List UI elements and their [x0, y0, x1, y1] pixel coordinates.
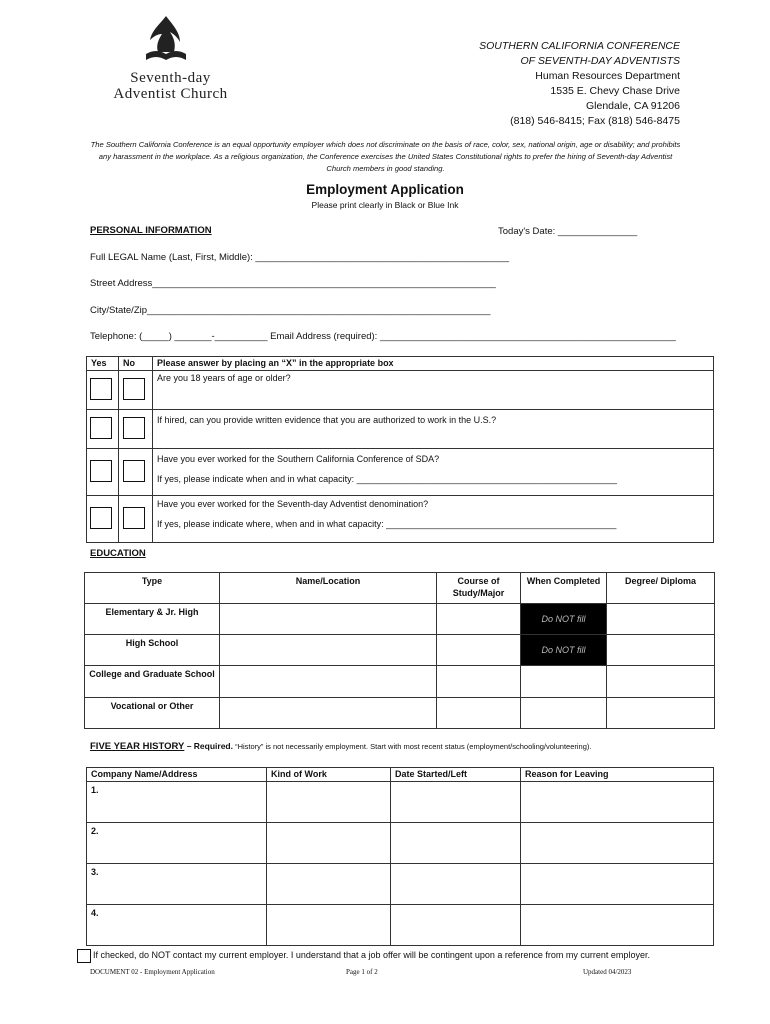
hist-row-number[interactable]: 1.	[87, 782, 267, 823]
footer-doc: DOCUMENT 02 - Employment Application	[90, 968, 215, 976]
flame-bible-icon	[140, 14, 192, 66]
edu-cell[interactable]	[607, 666, 715, 698]
edu-cell[interactable]	[607, 635, 715, 666]
q4-no-checkbox[interactable]	[123, 507, 145, 529]
conference-address	[479, 39, 680, 129]
phone-fax: (818) 546-8415; Fax (818) 546-8475	[510, 115, 680, 127]
street-address: 1535 E. Chevy Chase Drive	[550, 85, 680, 97]
footer-updated: Updated 04/2023	[583, 968, 632, 976]
education-table	[84, 572, 715, 729]
q4-followup-field[interactable]: If yes, please indicate where, when and in what capacity: ______________________________________________	[157, 519, 617, 529]
q4-text: Have you ever worked for the Seventh-day Adventist denomination?	[157, 499, 429, 509]
org-name-2: OF SEVENTH-DAY ADVENTISTS	[520, 55, 680, 67]
history-heading-line	[90, 741, 591, 752]
hist-row-number[interactable]: 2.	[87, 823, 267, 864]
q3-no-checkbox[interactable]	[123, 460, 145, 482]
edu-col-degree: Degree/ Diploma	[607, 573, 715, 604]
edu-cell[interactable]	[220, 666, 437, 698]
history-heading: FIVE YEAR HISTORY	[90, 741, 185, 752]
edu-cell[interactable]	[607, 698, 715, 729]
questions-header: Please answer by placing an “X” in the appropriate box	[153, 357, 714, 371]
edu-col-completed: When Completed	[521, 573, 607, 604]
education-heading: EDUCATION	[90, 548, 146, 559]
church-logo	[98, 14, 243, 104]
edu-cell[interactable]	[521, 666, 607, 698]
personal-info-heading: PERSONAL INFORMATION	[90, 225, 212, 236]
hist-cell[interactable]	[267, 905, 391, 946]
q2-no-checkbox[interactable]	[123, 417, 145, 439]
logo-line2: Adventist Church	[113, 86, 228, 102]
edu-row-college: College and Graduate School	[85, 666, 220, 698]
city-state-zip-field[interactable]: City/State/Zip_________________________________________________________________	[90, 305, 491, 316]
history-note: “History” is not necessarily employment. Start with most recent status (employment/schooling/volunteering).	[232, 742, 592, 751]
do-not-fill-cell: Do NOT fill	[521, 635, 607, 666]
hist-cell[interactable]	[391, 905, 521, 946]
hist-col-reason: Reason for Leaving	[521, 768, 714, 782]
hist-cell[interactable]	[391, 864, 521, 905]
do-not-fill-cell: Do NOT fill	[521, 604, 607, 635]
q1-text: Are you 18 years of age or older?	[157, 373, 291, 383]
eligibility-questions-table	[86, 356, 714, 543]
full-name-field[interactable]: Full LEGAL Name (Last, First, Middle): ________________________________________________	[90, 252, 510, 263]
edu-row-highschool: High School	[85, 635, 220, 666]
hist-cell[interactable]	[391, 782, 521, 823]
logo-line1: Seventh-day	[130, 70, 211, 86]
edu-row-vocational: Vocational or Other	[85, 698, 220, 729]
street-address-field[interactable]: Street Address_________________________________________________________________	[90, 278, 496, 289]
edu-cell[interactable]	[437, 604, 521, 635]
hist-col-dates: Date Started/Left	[391, 768, 521, 782]
do-not-contact-checkbox[interactable]	[77, 949, 91, 963]
q3-text: Have you ever worked for the Southern California Conference of SDA?	[157, 454, 440, 464]
hist-cell[interactable]	[267, 864, 391, 905]
history-required: – Required.	[184, 741, 233, 751]
q2-yes-checkbox[interactable]	[90, 417, 112, 439]
edu-cell[interactable]	[521, 698, 607, 729]
q1-no-checkbox[interactable]	[123, 378, 145, 400]
hist-cell[interactable]	[521, 864, 714, 905]
footer-page: Page 1 of 2	[346, 968, 378, 976]
edu-row-elementary: Elementary & Jr. High	[85, 604, 220, 635]
edu-cell[interactable]	[437, 666, 521, 698]
yes-header: Yes	[87, 357, 119, 371]
edu-cell[interactable]	[220, 635, 437, 666]
hist-cell[interactable]	[521, 823, 714, 864]
q4-yes-checkbox[interactable]	[90, 507, 112, 529]
todays-date-field[interactable]: Today's Date: _______________	[498, 226, 638, 237]
hist-col-kind: Kind of Work	[267, 768, 391, 782]
edu-cell[interactable]	[607, 604, 715, 635]
form-title: Employment Application	[306, 182, 464, 197]
hist-cell[interactable]	[521, 905, 714, 946]
edu-col-type: Type	[85, 573, 220, 604]
no-header: No	[119, 357, 153, 371]
hist-cell[interactable]	[521, 782, 714, 823]
hist-cell[interactable]	[391, 823, 521, 864]
edu-col-name: Name/Location	[220, 573, 437, 604]
edu-col-course: Course of Study/Major	[437, 573, 521, 604]
q2-text: If hired, can you provide written evidence that you are authorized to work in the U.S.?	[157, 415, 497, 425]
q3-followup-field[interactable]: If yes, please indicate when and in what capacity: ____________________________________________________	[157, 474, 617, 484]
form-subtitle: Please print clearly in Black or Blue Ink	[311, 200, 459, 210]
do-not-contact-text: If checked, do NOT contact my current employer. I understand that a job offer will be contingent upon a reference from my current employer.	[93, 950, 650, 960]
history-table	[86, 767, 714, 946]
edu-cell[interactable]	[220, 698, 437, 729]
hist-row-number[interactable]: 3.	[87, 864, 267, 905]
q3-yes-checkbox[interactable]	[90, 460, 112, 482]
edu-cell[interactable]	[437, 698, 521, 729]
edu-cell[interactable]	[220, 604, 437, 635]
org-name-1: SOUTHERN CALIFORNIA CONFERENCE	[479, 40, 680, 52]
city-address: Glendale, CA 91206	[586, 100, 680, 112]
q1-yes-checkbox[interactable]	[90, 378, 112, 400]
telephone-email-field[interactable]: Telephone: (_____) _______-__________ Email Address (required): ________________________________________________________	[90, 331, 676, 342]
eeo-statement: The Southern California Conference is an equal opportunity employer which does not discriminate on the basis of race, color, sex, national origin, age or disability; and prohibits any harassment in the workplace. As a religious organization, the Conference exercises the United States Constitutional rights to prefer the hiring of Seventh-day Adventist Church members in good standing.	[90, 140, 681, 173]
edu-cell[interactable]	[437, 635, 521, 666]
hist-row-number[interactable]: 4.	[87, 905, 267, 946]
hist-cell[interactable]	[267, 782, 391, 823]
hist-cell[interactable]	[267, 823, 391, 864]
hist-col-company: Company Name/Address	[87, 768, 267, 782]
dept-name: Human Resources Department	[535, 70, 680, 82]
